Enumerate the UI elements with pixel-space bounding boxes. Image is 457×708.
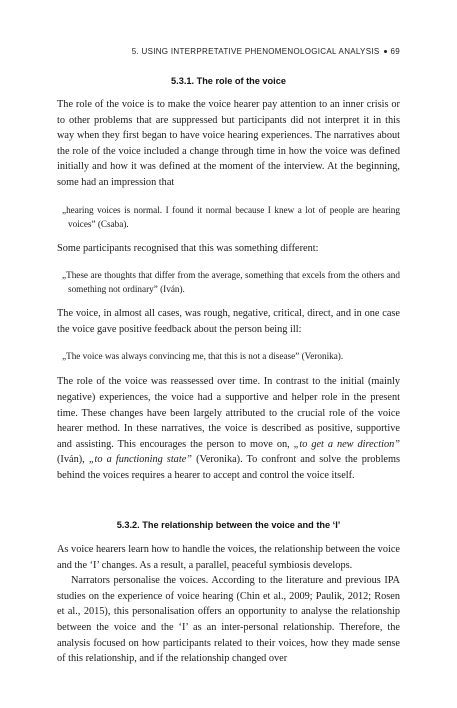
block-quote: „The voice was always convincing me, that this is not a disease” (Veronika).: [62, 351, 344, 362]
page-number: 69: [390, 47, 400, 56]
section-2-body: [57, 542, 400, 667]
running-head: [132, 47, 400, 56]
block-quote: „hearing voices is normal. I found it normal because I knew a lot of people are hearing voices” (Csaba).: [62, 204, 400, 229]
section-heading-relationship: 5.3.2. The relationship between the voice and the ‘I’: [116, 520, 341, 530]
section-heading-role-of-voice: 5.3.1. The role of the voice: [171, 76, 286, 86]
block-quote: „These are thoughts that differ from the average, something that excels from the others and something not ordinary” (Iván).: [62, 269, 400, 294]
separator-dot-icon: [384, 50, 387, 53]
paragraph: The voice, in almost all cases, was rough, negative, critical, direct, and in one case the voice gave positive feedback about the person being ill:: [57, 307, 400, 335]
paragraph: Narrators personalise the voices. According to the literature and previous IPA studies on the experience of voice hearing (Chin et al., 2009; Paulik, 2012; Rosen et al., 2015), this personalisation offers an opportunity to analyse the relationship between the voice and the ‘I’ as an inter-personal relationship. Therefore, the analysis focused on how participants related to their voices, how they made sense of this relationship, and if the relationship changed over: [57, 575, 400, 665]
paragraph: As voice hearers learn how to handle the voices, the relationship between the voice and the ‘I’ changes. As a result, a parallel, peaceful symbiosis develops.: [57, 544, 400, 571]
emphasis-quote: „to get a new direction”: [293, 438, 400, 450]
paragraph: Some participants recognised that this was something different:: [57, 242, 319, 254]
paragraph-text: (Veronika). To confront and solve the problems behind the voices requires a hearer to accept and control the voice itself.: [57, 454, 401, 481]
running-title: 5. USING INTERPRETATIVE PHENOMENOLOGICAL ANALYSIS: [131, 47, 380, 56]
paragraph-text: The role of the voice was reassessed over time. In contrast to the initial (mainly negative) experiences, the voice had a supportive and helper role in the present time. These changes have been largely attributed to the crucial role of the voice hearer method. In these narratives, the voice is described as positive, supportive and assisting. This encourages the person to move on,: [57, 376, 400, 450]
emphasis-quote: „to a functioning state”: [88, 454, 192, 466]
section-1-body: [57, 97, 400, 484]
paragraph: [57, 374, 400, 483]
paragraph: The role of the voice is to make the voice hearer pay attention to an inner crisis or to other problems that are suppressed but participants did not interpret it in this way when they first began to have voice hearing experiences. The narratives about the role of the voice included a change through time in how the voice was defined initially and how it was defined at the moment of the interview. At the beginning, some had an impression that: [57, 99, 400, 188]
paragraph-text: (Iván),: [57, 454, 89, 466]
